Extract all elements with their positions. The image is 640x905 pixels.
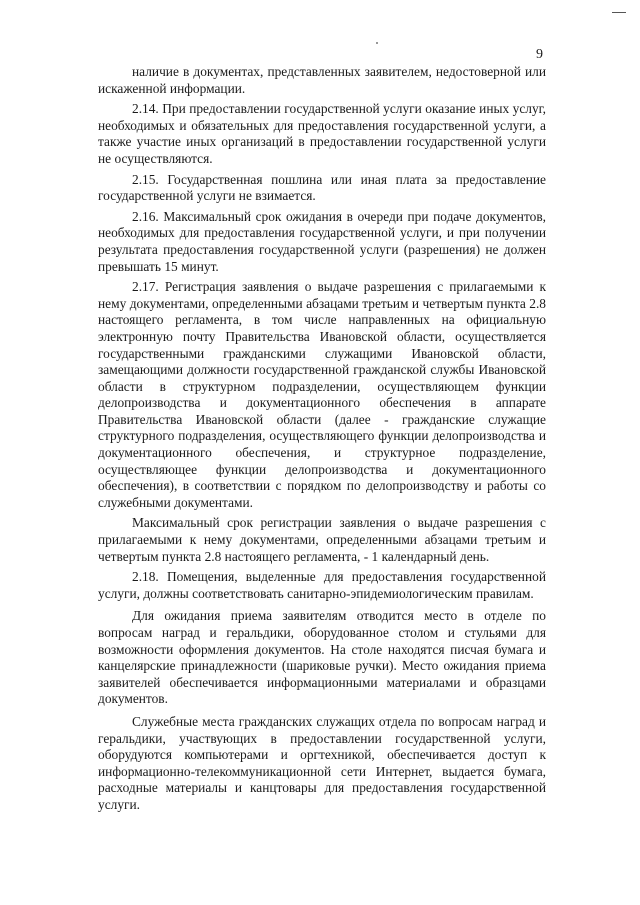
paragraph-2-18: 2.18. Помещения, выделенные для предоставления государственной услуги, должны соответствовать санитарно-эпидемиологическим правилам.	[98, 569, 546, 601]
paragraph-2-14: 2.14. При предоставлении государственной услуги оказание иных услуг, необходимых и обязательных для предоставления государственной услуги, а также участие иных организаций в предоставлении государственной услуги не осуществляются.	[98, 101, 546, 166]
scan-mark	[612, 12, 626, 13]
paragraph-registration-term: Максимальный срок регистрации заявления о выдаче разрешения с прилагаемыми к нему документами, определенными абзацами третьим и четвертым пункта 2.8 настоящего регламента, - 1 календарный день.	[98, 515, 546, 564]
scan-speck	[376, 42, 378, 44]
paragraph-waiting-place: Для ожидания приема заявителям отводится место в отделе по вопросам наград и геральдики, оборудованное столом и стульями для возможности оформления документов. На столе находятся писчая бумага и канцелярские принадлежности (шариковые ручки). Место ожидания приема заявителей обеспечивается информационными материалами и образцами документов.	[98, 608, 546, 707]
paragraph-workplaces: Служебные места гражданских служащих отдела по вопросам наград и геральдики, участвующих в предоставлении государственной услуги, оборудуются компьютерами и оргтехникой, обеспечивается доступ к информационно-телекоммуникационной сети Интернет, выдается бумага, расходные материалы и канцтовары для предоставления государственной услуги.	[98, 713, 546, 812]
document-body	[98, 64, 546, 818]
paragraph-2-15: 2.15. Государственная пошлина или иная плата за предоставление государственной услуги не взимается.	[98, 171, 546, 204]
paragraph-invalid-info: наличие в документах, представленных заявителем, недостоверной или искаженной информации.	[98, 64, 546, 96]
paragraph-2-17: 2.17. Регистрация заявления о выдаче разрешения с прилагаемыми к нему документами, определенными абзацами третьим и четвертым пункта 2.8 настоящего регламента, в том числе направленных на официальную электронную почту Правительства Ивановской области, осуществляется государственными гражданскими служащими Ивановской области, замещающими должности государственной гражданской службы Ивановской области в структурном подразделении, осуществляющем функции делопроизводства и документационного обеспечения в аппарате Правительства Ивановской области (далее - гражданские служащие структурного подразделения, осуществляющего функции делопроизводства и документационного обеспечения, и структурное подразделение, осуществляющее функции делопроизводства и документационного обеспечения), в соответствии с порядком по делопроизводству и работы со служебными документами.	[98, 279, 546, 510]
page-number: 9	[536, 47, 543, 62]
paragraph-2-16: 2.16. Максимальный срок ожидания в очереди при подаче документов, необходимых для предоставления государственной услуги, и при получении результата предоставления государственной услуги (разрешения) не должен превышать 15 минут.	[98, 208, 546, 274]
